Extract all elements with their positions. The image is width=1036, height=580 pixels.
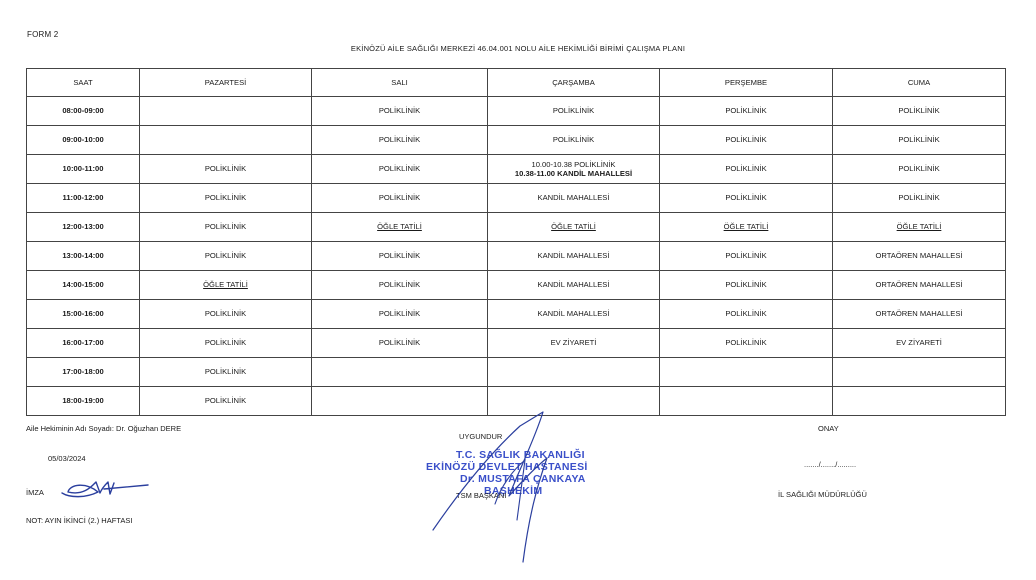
time-slot: 11:00-12:00 bbox=[27, 184, 140, 213]
table-cell: POLİKLİNİK bbox=[312, 271, 488, 300]
table-cell: POLİKLİNİK bbox=[660, 155, 833, 184]
table-cell: ORTAÖREN MAHALLESİ bbox=[833, 242, 1006, 271]
table-cell-split bbox=[488, 155, 660, 184]
table-row bbox=[27, 271, 1006, 300]
table-cell: POLİKLİNİK bbox=[660, 271, 833, 300]
table-cell: POLİKLİNİK bbox=[312, 329, 488, 358]
table-cell: POLİKLİNİK bbox=[140, 184, 312, 213]
table-cell bbox=[312, 358, 488, 387]
table-cell: POLİKLİNİK bbox=[140, 300, 312, 329]
table-cell: POLİKLİNİK bbox=[660, 242, 833, 271]
time-slot: 15:00-16:00 bbox=[27, 300, 140, 329]
table-cell: POLİKLİNİK bbox=[660, 329, 833, 358]
table-cell bbox=[833, 358, 1006, 387]
time-slot: 09:00-10:00 bbox=[27, 126, 140, 155]
stamp-line: T.C. SAĞLIK BAKANLIĞI bbox=[456, 449, 585, 461]
table-cell: POLİKLİNİK bbox=[833, 126, 1006, 155]
table-cell bbox=[140, 126, 312, 155]
table-cell: KANDİL MAHALLESİ bbox=[488, 271, 660, 300]
table-cell: POLİKLİNİK bbox=[312, 97, 488, 126]
table-cell: POLİKLİNİK bbox=[488, 97, 660, 126]
table-row bbox=[27, 213, 1006, 242]
header-saat: SAAT bbox=[27, 69, 140, 97]
table-cell: KANDİL MAHALLESİ bbox=[488, 300, 660, 329]
table-cell bbox=[660, 358, 833, 387]
schedule-table bbox=[26, 68, 1006, 416]
note-text: NOT: AYIN İKİNCİ (2.) HAFTASI bbox=[26, 516, 133, 525]
table-cell: ÖĞLE TATİLİ bbox=[312, 213, 488, 242]
header-cuma: CUMA bbox=[833, 69, 1006, 97]
table-cell: POLİKLİNİK bbox=[660, 184, 833, 213]
table-cell: KANDİL MAHALLESİ bbox=[488, 184, 660, 213]
time-slot: 14:00-15:00 bbox=[27, 271, 140, 300]
table-header-row bbox=[27, 69, 1006, 97]
header-carsamba: ÇARŞAMBA bbox=[488, 69, 660, 97]
table-cell: POLİKLİNİK bbox=[488, 126, 660, 155]
doctor-name: Aile Hekiminin Adı Soyadı: Dr. Oğuzhan DERE bbox=[26, 424, 182, 433]
table-row bbox=[27, 358, 1006, 387]
onay-date: ......./......./......... bbox=[804, 460, 857, 469]
table-cell bbox=[660, 387, 833, 416]
stamp-line: BAŞHEKİM bbox=[484, 485, 543, 497]
time-slot: 13:00-14:00 bbox=[27, 242, 140, 271]
plan-date: 05/03/2024 bbox=[48, 454, 86, 463]
cell-line: 10.00-10.38 POLİKLİNİK bbox=[531, 159, 616, 169]
time-slot: 10:00-11:00 bbox=[27, 155, 140, 184]
table-row bbox=[27, 97, 1006, 126]
table-cell: POLİKLİNİK bbox=[140, 387, 312, 416]
table-cell: ORTAÖREN MAHALLESİ bbox=[833, 300, 1006, 329]
table-row bbox=[27, 300, 1006, 329]
stamp-line: EKİNÖZÜ DEVLET HASTANESİ bbox=[426, 461, 588, 473]
table-row bbox=[27, 184, 1006, 213]
imza-label: İMZA bbox=[26, 488, 44, 497]
time-slot: 18:00-19:00 bbox=[27, 387, 140, 416]
table-cell: POLİKLİNİK bbox=[833, 97, 1006, 126]
onay-label: ONAY bbox=[818, 424, 839, 433]
tsm-label: TSM BAŞKANI bbox=[456, 491, 507, 500]
time-slot: 08:00-09:00 bbox=[27, 97, 140, 126]
chief-signature-icon bbox=[425, 408, 595, 570]
table-cell: POLİKLİNİK bbox=[833, 155, 1006, 184]
table-cell: ÖĞLE TATİLİ bbox=[140, 271, 312, 300]
table-cell: POLİKLİNİK bbox=[833, 184, 1006, 213]
table-cell bbox=[833, 387, 1006, 416]
time-slot: 17:00-18:00 bbox=[27, 358, 140, 387]
table-cell: POLİKLİNİK bbox=[312, 300, 488, 329]
table-cell: POLİKLİNİK bbox=[140, 358, 312, 387]
uygundur-label: UYGUNDUR bbox=[459, 432, 503, 441]
table-cell: ORTAÖREN MAHALLESİ bbox=[833, 271, 1006, 300]
header-pazartesi: PAZARTESİ bbox=[140, 69, 312, 97]
table-cell: POLİKLİNİK bbox=[660, 97, 833, 126]
il-mudurlugu-label: İL SAĞLIĞI MÜDÜRLÜĞÜ bbox=[778, 490, 867, 499]
time-slot: 16:00-17:00 bbox=[27, 329, 140, 358]
table-row bbox=[27, 329, 1006, 358]
doctor-signature-icon bbox=[58, 476, 150, 502]
table-cell: POLİKLİNİK bbox=[312, 126, 488, 155]
stamp-line: Dr. MUSTAFA ÇANKAYA bbox=[460, 473, 586, 485]
table-cell: ÖĞLE TATİLİ bbox=[660, 213, 833, 242]
table-cell: POLİKLİNİK bbox=[312, 242, 488, 271]
table-cell: POLİKLİNİK bbox=[140, 213, 312, 242]
table-row bbox=[27, 155, 1006, 184]
table-cell bbox=[488, 358, 660, 387]
table-cell: POLİKLİNİK bbox=[140, 155, 312, 184]
table-cell: POLİKLİNİK bbox=[140, 329, 312, 358]
form-label: FORM 2 bbox=[27, 30, 59, 39]
table-cell: POLİKLİNİK bbox=[660, 126, 833, 155]
header-sali: SALI bbox=[312, 69, 488, 97]
table-cell: EV ZİYARETİ bbox=[833, 329, 1006, 358]
table-cell: ÖĞLE TATİLİ bbox=[488, 213, 660, 242]
table-cell: POLİKLİNİK bbox=[140, 242, 312, 271]
table-cell: POLİKLİNİK bbox=[312, 155, 488, 184]
table-cell: ÖĞLE TATİLİ bbox=[833, 213, 1006, 242]
table-cell: EV ZİYARETİ bbox=[488, 329, 660, 358]
header-persembe: PERŞEMBE bbox=[660, 69, 833, 97]
time-slot: 12:00-13:00 bbox=[27, 213, 140, 242]
table-cell: POLİKLİNİK bbox=[660, 300, 833, 329]
table-cell: POLİKLİNİK bbox=[312, 184, 488, 213]
table-row bbox=[27, 126, 1006, 155]
cell-line: 10.38-11.00 KANDİL MAHALLESİ bbox=[514, 169, 633, 178]
table-cell: KANDİL MAHALLESİ bbox=[488, 242, 660, 271]
table-row bbox=[27, 242, 1006, 271]
document-title: EKİNÖZÜ AİLE SAĞLIĞI MERKEZİ 46.04.001 NOLU AİLE HEKİMLİĞİ BİRİMİ ÇALIŞMA PLANI bbox=[350, 44, 686, 53]
table-cell bbox=[140, 97, 312, 126]
